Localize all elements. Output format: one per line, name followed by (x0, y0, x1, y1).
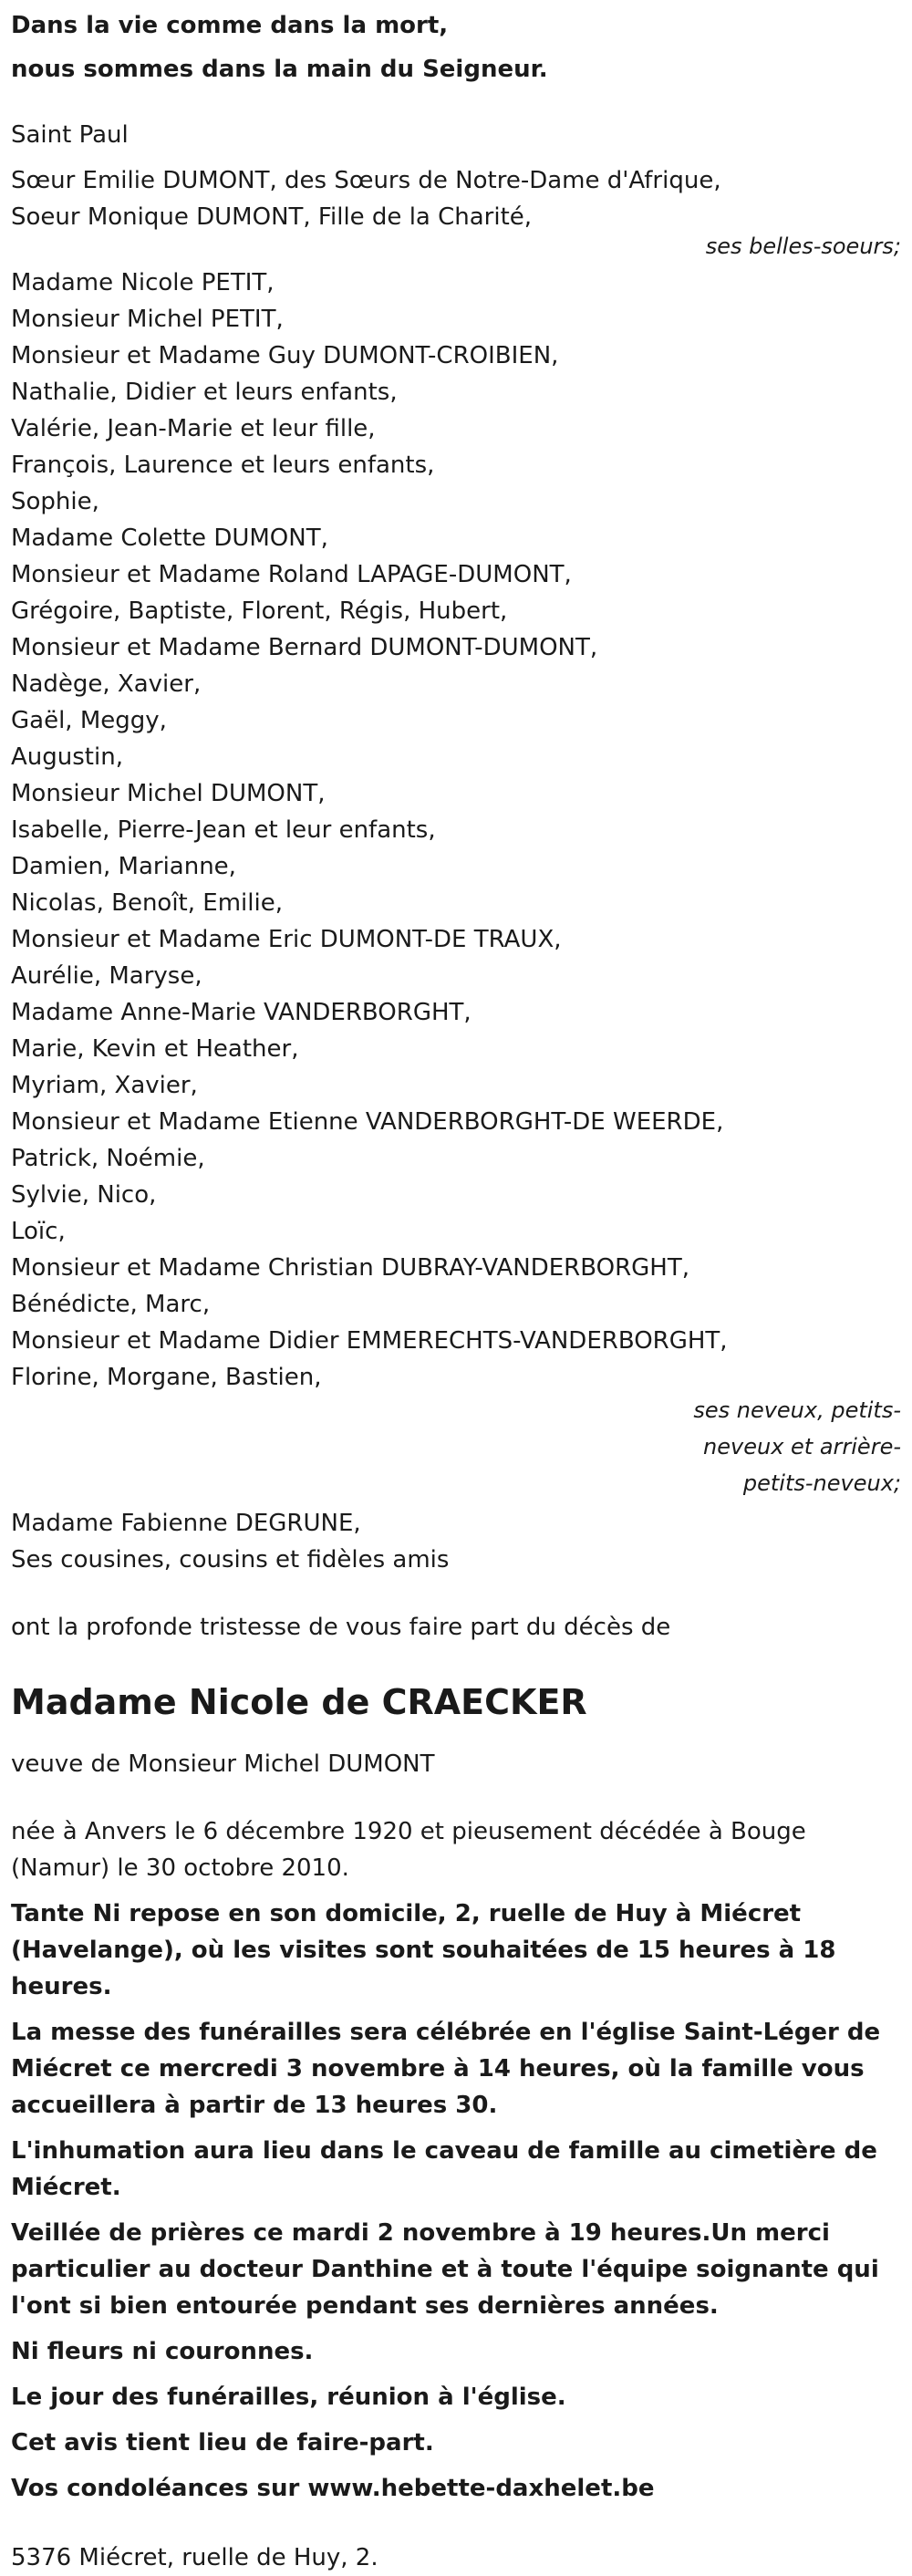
sister-in-law-line: Sœur Emilie DUMONT, des Sœurs de Notre-Dame d'Afrique, (11, 167, 721, 194)
family-line: Nadège, Xavier, (11, 670, 202, 698)
detail-paragraph: L'inhumation aura lieu dans le caveau de famille au cimetière de Miécret. (11, 2137, 877, 2201)
quote-author: Saint Paul (11, 121, 129, 149)
family-line: Damien, Marianne, (11, 853, 236, 880)
family-line: Monsieur Michel DUMONT, (11, 780, 326, 807)
family-line: Monsieur Michel PETIT, (11, 306, 284, 333)
family-line: Madame Anne-Marie VANDERBORGHT, (11, 999, 472, 1026)
family-line: Monsieur et Madame Guy DUMONT-CROIBIEN, (11, 342, 559, 369)
family-block (11, 265, 901, 1501)
deceased-name: Madame Nicole de CRAECKER (11, 1682, 587, 1722)
family-line: Isabelle, Pierre-Jean et leur enfants, (11, 816, 436, 844)
detail-paragraph: Veillée de prières ce mardi 2 novembre à 19 heures.Un merci particulier au docteur Danthine et à toute l'équipe soignante qui l'ont si bien entourée pendant ses dernières années. (11, 2219, 879, 2320)
family-line: Monsieur et Madame Roland LAPAGE-DUMONT, (11, 561, 572, 588)
announcement: ont la profonde tristesse de vous faire part du décès de (11, 1614, 671, 1641)
family-line: Monsieur et Madame Etienne VANDERBORGHT-DE WEERDE, (11, 1108, 724, 1136)
birth-death: née à Anvers le 6 décembre 1920 et pieusement décédée à Bouge (Namur) le 30 octobre 2010. (11, 1818, 806, 1882)
family-line: Monsieur et Madame Bernard DUMONT-DUMONT, (11, 634, 598, 661)
family-label (11, 1392, 901, 1501)
detail-paragraph: Ni fleurs ni couronnes. (11, 2338, 314, 2365)
family-label-line: petits-neveux; (742, 1470, 901, 1496)
family-line: Sylvie, Nico, (11, 1181, 157, 1209)
family-line: Monsieur et Madame Didier EMMERECHTS-VANDERBORGHT, (11, 1327, 728, 1355)
family-line: Monsieur et Madame Christian DUBRAY-VANDERBORGHT, (11, 1254, 689, 1282)
family-line: Sophie, (11, 488, 99, 515)
family-line: Marie, Kevin et Heather, (11, 1035, 299, 1063)
address: 5376 Miécret, ruelle de Huy, 2. (11, 2544, 378, 2571)
family-line: François, Laurence et leurs enfants, (11, 452, 435, 479)
family-line: Gaël, Meggy, (11, 707, 167, 734)
family-line: Bénédicte, Marc, (11, 1291, 211, 1318)
sisters-in-law-block (11, 162, 901, 265)
family-line: Nicolas, Benoît, Emilie, (11, 889, 283, 917)
family-line: Florine, Morgane, Bastien, (11, 1364, 322, 1391)
family-line: Grégoire, Baptiste, Florent, Régis, Hubert, (11, 597, 508, 625)
details-block (11, 1896, 901, 2507)
family-line: Madame Nicole PETIT, (11, 269, 275, 296)
detail-paragraph: La messe des funérailles sera célébrée en l'église Saint-Léger de Miécret ce mercredi 3 novembre à 14 heures, où la famille vous accueillera à partir de 13 heures 30. (11, 2019, 881, 2119)
quote-line-2: nous sommes dans la main du Seigneur. (11, 56, 548, 83)
widow-of: veuve de Monsieur Michel DUMONT (11, 1750, 435, 1778)
quote-line-1: Dans la vie comme dans la mort, (11, 12, 449, 39)
family-line: Valérie, Jean-Marie et leur fille, (11, 415, 376, 442)
others-line: Madame Fabienne DEGRUNE, (11, 1510, 361, 1537)
family-label-line: ses neveux, petits- (693, 1397, 901, 1423)
family-label-line: neveux et arrière- (703, 1434, 901, 1459)
sisters-in-law-label: ses belles-soeurs; (705, 234, 901, 259)
family-line: Patrick, Noémie, (11, 1145, 205, 1172)
family-line: Aurélie, Maryse, (11, 962, 202, 990)
others-line: Ses cousines, cousins et fidèles amis (11, 1546, 450, 1574)
quote-block (11, 0, 901, 91)
family-line: Nathalie, Didier et leurs enfants, (11, 379, 398, 406)
family-line: Myriam, Xavier, (11, 1072, 198, 1099)
detail-paragraph: Le jour des funérailles, réunion à l'église. (11, 2384, 566, 2411)
family-line: Augustin, (11, 743, 123, 771)
others-block (11, 1505, 901, 1578)
family-line: Loïc, (11, 1218, 66, 1245)
detail-paragraph: Tante Ni repose en son domicile, 2, ruelle de Huy à Miécret (Havelange), où les visites sont souhaitées de 15 heures à 18 heures. (11, 1900, 836, 2000)
family-line: Madame Colette DUMONT, (11, 525, 328, 552)
detail-paragraph: Vos condoléances sur www.hebette-daxhelet.be (11, 2475, 655, 2502)
sister-in-law-line: Soeur Monique DUMONT, Fille de la Charité, (11, 203, 533, 231)
detail-paragraph: Cet avis tient lieu de faire-part. (11, 2429, 434, 2457)
family-line: Monsieur et Madame Eric DUMONT-DE TRAUX, (11, 926, 562, 953)
